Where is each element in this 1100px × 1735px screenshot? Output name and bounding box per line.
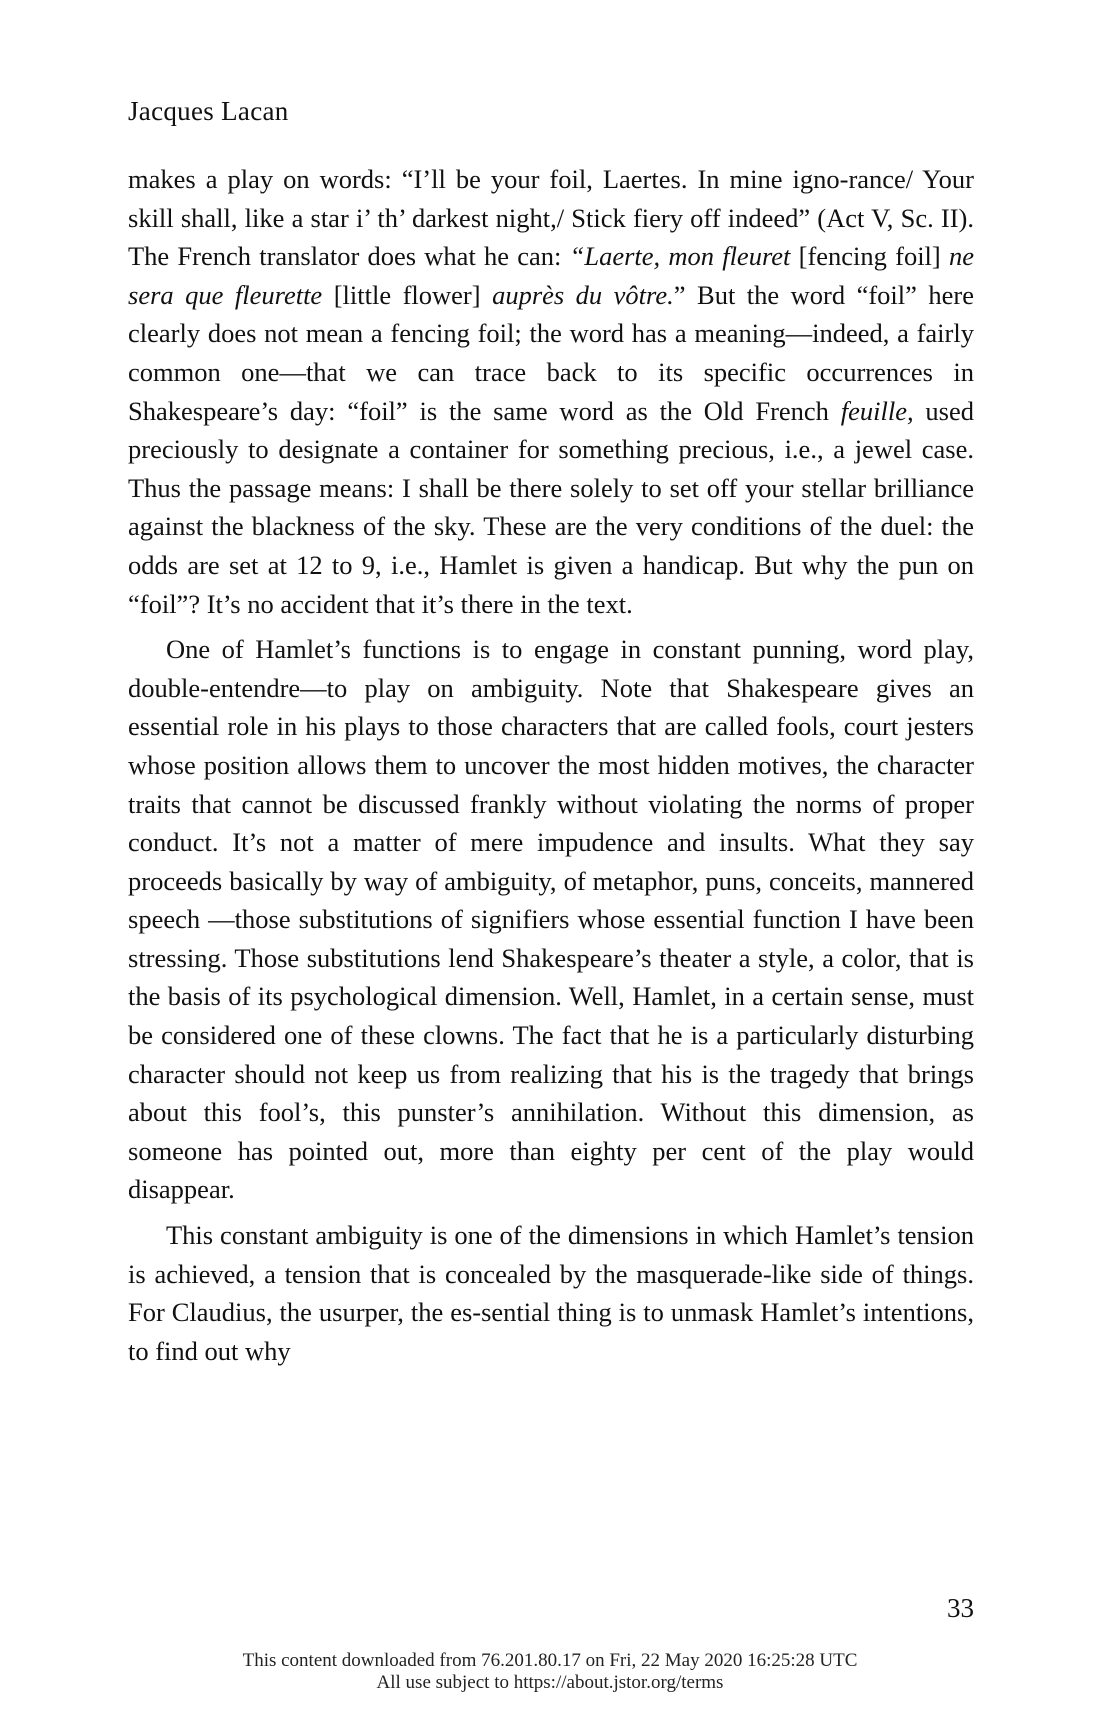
- text-run: [little flower]: [322, 279, 493, 310]
- text-run: used preciously to designate a container for something precious, i.e., a jewel case. Thus the passage means: I shall be there solely to set off your stellar brilliance against the blackness of the sky. These are the very conditions of the duel: the odds are set at 12 to 9, i.e., Hamlet is given a handicap. But why the pun on “foil”? It’s no accident that it’s there in the text.: [128, 395, 974, 619]
- footer-download-line: This content downloaded from 76.201.80.17 on Fri, 22 May 2020 16:25:28 UTC: [242, 1650, 858, 1671]
- italic-text-run: auprès du vôtre.: [492, 279, 674, 310]
- body-text: [128, 160, 974, 1370]
- italic-text-run: “Laerte, mon fleuret: [569, 241, 791, 272]
- paragraph-2: [128, 630, 974, 1209]
- page-number: 33: [947, 1593, 974, 1623]
- paragraph-3: [128, 1216, 974, 1370]
- text-run: [fencing foil]: [790, 241, 949, 272]
- text-run: One of Hamlet’s functions is to engage in constant punning, word play, double-entendre—to play on ambiguity. Note that Shakespeare gives an essential role in his plays to those characters that are called fools, court jesters whose position allows them to uncover the most hidden motives, the character traits that cannot be discussed frankly without violating the norms of proper conduct. It’s not a matter of mere impudence and insults. What they say proceeds basically by way of ambiguity, of metaphor, puns, conceits, mannered speech —those substitutions of signifiers whose essential function I have been stressing. Those substitutions lend Shakespeare’s theater a style, a color, that is the basis of its psychological dimension. Well, Hamlet, in a certain sense, must be considered one of these clowns. The fact that he is a particularly disturbing character should not keep us from realizing that his is the tragedy that brings about this fool’s, this punster’s annihilation. Without this dimension, as someone has pointed out, more than eighty per cent of the play would disappear.: [128, 634, 974, 1205]
- italic-text-run: feuille,: [840, 395, 914, 426]
- italic-text-run: ne sera que fleurette: [128, 241, 974, 310]
- text-run: This constant ambiguity is one of the dimensions in which Hamlet’s tension is achieved, a tension that is concealed by the masquerade-like side of things. For Claudius, the usurper, the es-sential thing is to unmask Hamlet’s intentions, to find out why: [128, 1220, 974, 1366]
- text-run: makes a play on words: “I’ll be your foil, Laertes. In mine igno-rance/ Your skill shall, like a star i’ th’ darkest night,/ Stick fiery off indeed” (Act V, Sc. II). The French translator does what he can:: [128, 164, 974, 272]
- footer-terms-line: All use subject to https://about.jstor.org/terms: [376, 1672, 724, 1693]
- paragraph-1: [128, 160, 974, 623]
- jstor-footer: [0, 1650, 1100, 1694]
- text-run: ” But the word “foil” here clearly does not mean a fencing foil; the word has a meaning—indeed, a fairly common one—that we can trace back to its specific occurrences in Shakespeare’s day: “foil” is the same word as the Old French: [128, 279, 975, 426]
- running-head: Jacques Lacan: [128, 96, 289, 126]
